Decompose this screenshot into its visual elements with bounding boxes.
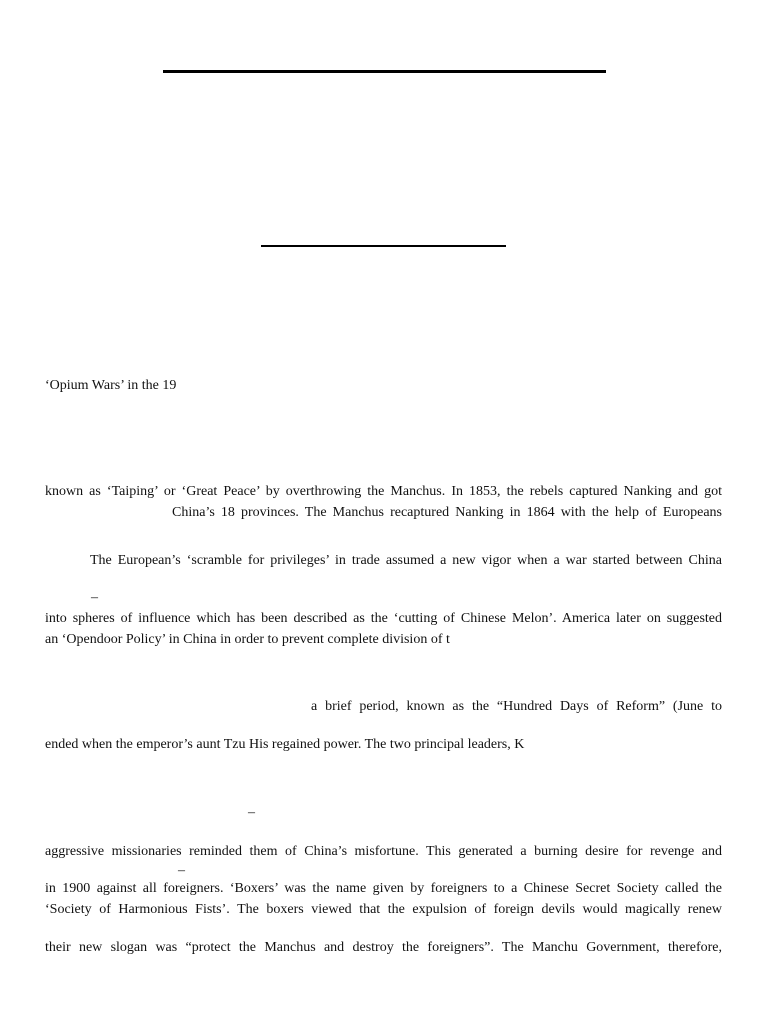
- dash-mark: –: [248, 805, 255, 820]
- document-line: in 1900 against all foreigners. ‘Boxers’ was the name given by foreigners to a Chinese Secret Society called the: [45, 881, 722, 896]
- dash-mark: –: [91, 590, 98, 605]
- document-line: into spheres of influence which has been described as the ‘cutting of Chinese Melon’. America later on suggested: [45, 611, 722, 626]
- document-line: ‘Opium Wars’ in the 19: [45, 378, 177, 393]
- subtitle-underline: [261, 245, 506, 247]
- document-line: ‘Society of Harmonious Fists’. The boxers viewed that the expulsion of foreign devils would magically renew: [45, 902, 722, 917]
- document-line: China’s 18 provinces. The Manchus recaptured Nanking in 1864 with the help of Europeans: [172, 505, 722, 520]
- document-line: their new slogan was “protect the Manchus and destroy the foreigners”. The Manchu Government, therefore,: [45, 940, 722, 955]
- document-line: ended when the emperor’s aunt Tzu His regained power. The two principal leaders, K: [45, 737, 525, 752]
- document-line: aggressive missionaries reminded them of China’s misfortune. This generated a burning desire for revenge and: [45, 844, 722, 859]
- document-line: an ‘Opendoor Policy’ in China in order to prevent complete division of t: [45, 632, 450, 647]
- dash-mark: –: [178, 863, 185, 878]
- title-underline: [163, 70, 606, 73]
- document-line: The European’s ‘scramble for privileges’ in trade assumed a new vigor when a war started between China: [90, 553, 722, 568]
- document-line: a brief period, known as the “Hundred Days of Reform” (June to: [311, 699, 722, 714]
- document-line: known as ‘Taiping’ or ‘Great Peace’ by overthrowing the Manchus. In 1853, the rebels captured Nanking and got: [45, 484, 722, 499]
